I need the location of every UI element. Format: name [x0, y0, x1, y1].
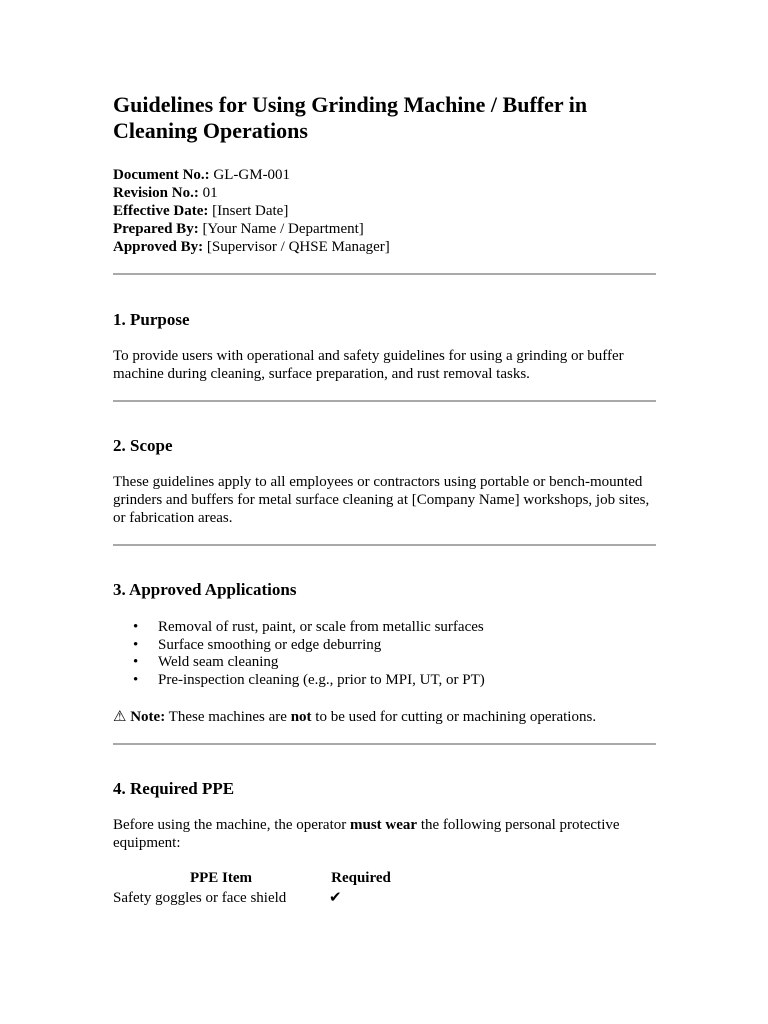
meta-revision-no-label: Revision No.:	[113, 185, 199, 201]
ppe-table	[113, 869, 393, 907]
list-item-text: Weld seam cleaning	[158, 654, 279, 671]
applications-heading: 3. Approved Applications	[113, 580, 297, 599]
purpose-heading: 1. Purpose	[113, 310, 190, 329]
list-item	[113, 654, 656, 672]
table-header-row	[113, 869, 393, 887]
ppe-intro	[113, 816, 656, 852]
section-divider	[113, 400, 656, 402]
purpose-text: To provide users with operational and safety guidelines for using a grinding or buffer machine during cleaning, surface preparation, and rust removal tasks.	[113, 348, 624, 382]
column-header-ppe-item: PPE Item	[189, 869, 253, 886]
scope-text: These guidelines apply to all employees or contractors using portable or bench-mounted grinders and buffers for metal surface cleaning at [Company Name] workshops, job sites, or fabrication areas.	[113, 474, 650, 526]
meta-revision-no	[113, 184, 656, 202]
meta-approved-by-label: Approved By:	[113, 239, 204, 255]
meta-prepared-by	[113, 220, 656, 238]
list-item-text: Removal of rust, paint, or scale from metallic surfaces	[158, 619, 484, 635]
note-label: Note:	[130, 708, 166, 725]
section-divider	[113, 273, 656, 275]
meta-document-no-label: Document No.:	[113, 167, 210, 183]
document-meta	[113, 166, 656, 256]
warning-icon: ⚠	[113, 708, 127, 725]
meta-prepared-by-label: Prepared By:	[113, 221, 199, 237]
meta-approved-by-value: [Supervisor / QHSE Manager]	[206, 239, 390, 255]
ppe-intro-pre: Before using the machine, the operator	[113, 816, 347, 833]
document-content	[113, 92, 656, 907]
note-text-post: to be used for cutting or machining operations.	[315, 708, 597, 725]
scope-heading: 2. Scope	[113, 436, 173, 455]
meta-effective-date-label: Effective Date:	[113, 203, 209, 219]
meta-document-no-value: GL-GM-001	[213, 167, 291, 183]
table-row	[113, 887, 393, 907]
bullet-marker: •	[133, 672, 139, 689]
applications-note	[113, 708, 656, 726]
ppe-intro-post: the following personal protective equipment:	[113, 816, 620, 851]
section-divider	[113, 743, 656, 745]
note-emphasis: not	[290, 708, 312, 725]
list-item	[113, 672, 656, 690]
meta-prepared-by-value: [Your Name / Department]	[202, 221, 364, 237]
checkmark-icon: ✔	[329, 889, 342, 906]
note-text-pre: These machines are	[168, 708, 287, 725]
ppe-intro-emphasis: must wear	[350, 816, 418, 833]
bullet-marker: •	[133, 619, 139, 635]
meta-revision-no-value: 01	[202, 185, 218, 201]
list-item-text: Pre-inspection cleaning (e.g., prior to MPI, UT, or PT)	[158, 672, 485, 689]
list-item	[113, 619, 656, 637]
document-title: Guidelines for Using Grinding Machine / Buffer in Cleaning Operations	[113, 92, 588, 143]
list-item-text: Surface smoothing or edge deburring	[158, 636, 382, 653]
ppe-heading: 4. Required PPE	[113, 778, 235, 798]
list-item	[113, 637, 656, 655]
meta-effective-date-value: [Insert Date]	[212, 203, 289, 219]
applications-list	[113, 619, 656, 690]
meta-approved-by	[113, 238, 656, 256]
bullet-marker: •	[133, 636, 139, 653]
section-divider	[113, 544, 656, 546]
bullet-marker: •	[133, 654, 139, 671]
ppe-item-cell: Safety goggles or face shield	[113, 889, 287, 906]
column-header-required: Required	[331, 869, 391, 886]
meta-document-no	[113, 166, 656, 184]
meta-effective-date	[113, 202, 656, 220]
